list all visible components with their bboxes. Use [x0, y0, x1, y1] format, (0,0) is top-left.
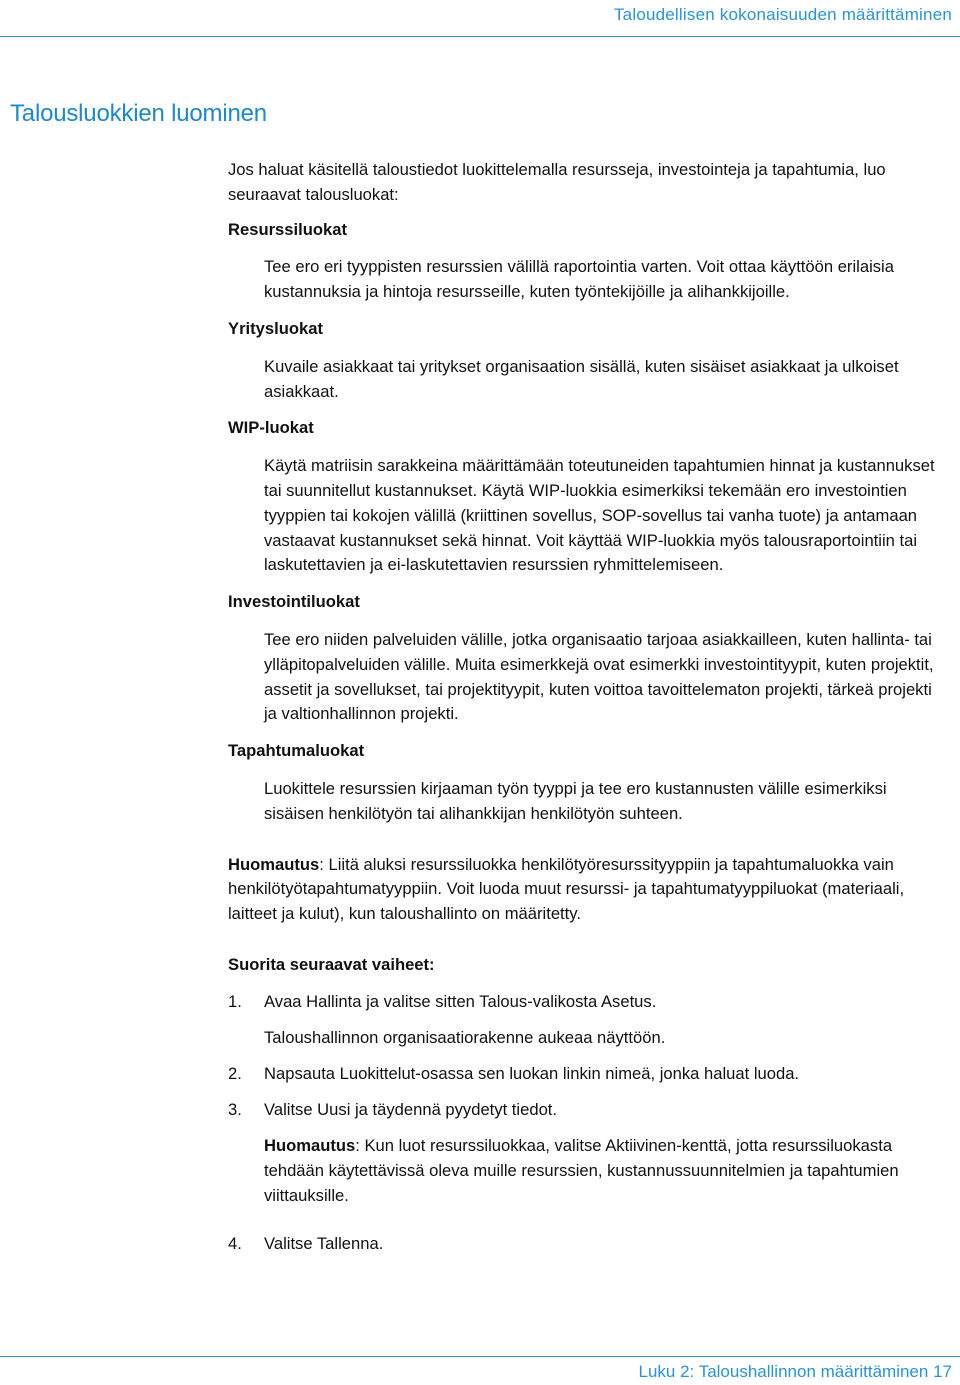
step-3-note-text: : Kun luot resurssiluokkaa, valitse Aktiivinen-kenttä, jotta resurssiluokasta tehdään käytettävissä oleva muille resurssien, kustannussuunnitelmien ja tapahtumien viittauksille. — [264, 1135, 899, 1205]
step-4 — [228, 1232, 948, 1257]
steps-heading: Suorita seuraavat vaiheet: — [228, 954, 435, 974]
note-text: : Liitä aluksi resurssiluokka henkilötyöresurssityyppiin ja tapahtumaluokka vain henkilötyötapahtumatyyppiin. Voit luoda muut resurssi- ja tapahtumatyyppiluokat (materiaali, laitteet ja kulut), kun taloushallinto on määritetty. — [228, 854, 905, 924]
step-3 — [228, 1098, 948, 1123]
step-text: Valitse Uusi ja täydennä pyydetyt tiedot. — [264, 1100, 558, 1120]
step-text: Valitse Tallenna. — [264, 1234, 384, 1254]
footer-divider — [0, 1356, 960, 1357]
page-number: 17 — [933, 1362, 952, 1381]
term-tapahtumaluokat: Tapahtumaluokat — [228, 741, 365, 761]
step-1 — [228, 990, 948, 1015]
step-1-result: Taloushallinnon organisaatiorakenne aukeaa näyttöön. — [264, 1027, 666, 1047]
definition-wip-luokat: Käytä matriisin sarakkeina määrittämään toteutuneiden tapahtumien hinnat ja kustannukset tai suunnitellut kustannukset. Käytä WIP-luokkia esimerkiksi tekemään ero investointien tyyppien tai kokojen välillä (kriittinen sovellus, SOP-sovellus tai vanha tuote) ja antamaan vastaavat kustannukset sekä hinnat. Voit käyttää WIP-luokkia myös talousraportointiin tai laskutettavien ja ei-laskutettavien resurssien ryhmittelemiseen. — [264, 456, 935, 575]
definition-yritysluokat: Kuvaile asiakkaat tai yritykset organisaation sisällä, kuten sisäiset asiakkaat ja ulkoiset asiakkaat. — [264, 356, 899, 401]
step-number: 3. — [228, 1100, 242, 1120]
term-investointiluokat: Investointiluokat — [228, 592, 360, 612]
step-3-note-label: Huomautus — [264, 1135, 356, 1155]
term-yritysluokat: Yritysluokat — [228, 318, 323, 338]
running-header: Taloudellisen kokonaisuuden määrittäminen — [613, 5, 952, 24]
step-text: Napsauta Luokittelut-osassa sen luokan linkin nimeä, jonka haluat luoda. — [264, 1064, 800, 1084]
step-number: 1. — [228, 991, 242, 1011]
term-resurssiluokat: Resurssiluokat — [228, 219, 347, 239]
step-text: Avaa Hallinta ja valitse sitten Talous-valikosta Asetus. — [264, 991, 657, 1011]
note-label: Huomautus — [228, 854, 320, 874]
chapter-title: Luku 2: Taloushallinnon määrittäminen — [638, 1362, 929, 1381]
page-footer — [639, 1362, 952, 1382]
step-number: 4. — [228, 1234, 242, 1254]
intro-paragraph: Jos haluat käsitellä taloustiedot luokittelemalla resursseja, investointeja ja tapahtumia, luo seuraavat talousluokat: — [228, 160, 886, 204]
definition-investointiluokat: Tee ero niiden palveluiden välille, jotka organisaatio tarjoaa asiakkailleen, kuten hallinta- tai ylläpitopalveluiden välille. Muita esimerkkejä ovat esimerkki investointityypit, kuten projektit, assetit ja sovellukset, tai projektityypit, kuten voittoa tavoittelematon projekti, tärkeä projekti ja valtionhallinnon projekti. — [264, 629, 934, 724]
step-3-note — [264, 1134, 948, 1208]
term-wip-luokat: WIP-luokat — [228, 418, 314, 438]
definition-resurssiluokat: Tee ero eri tyyppisten resurssien välillä raportointia varten. Voit ottaa käyttöön erilaisia kustannuksia ja hintoja resursseille, kuten työntekijöille ja alihankkijoille. — [264, 257, 894, 302]
section-heading: Talousluokkien luominen — [10, 100, 267, 127]
step-number: 2. — [228, 1064, 242, 1084]
note-paragraph — [228, 853, 948, 927]
definition-tapahtumaluokat: Luokittele resurssien kirjaaman työn tyyppi ja tee ero kustannusten välille esimerkiksi sisäisen henkilötyön tai alihankkijan henkilötyön suhteen. — [264, 778, 887, 823]
body-content — [228, 158, 948, 1268]
step-2 — [228, 1062, 948, 1087]
header-divider — [0, 36, 960, 37]
